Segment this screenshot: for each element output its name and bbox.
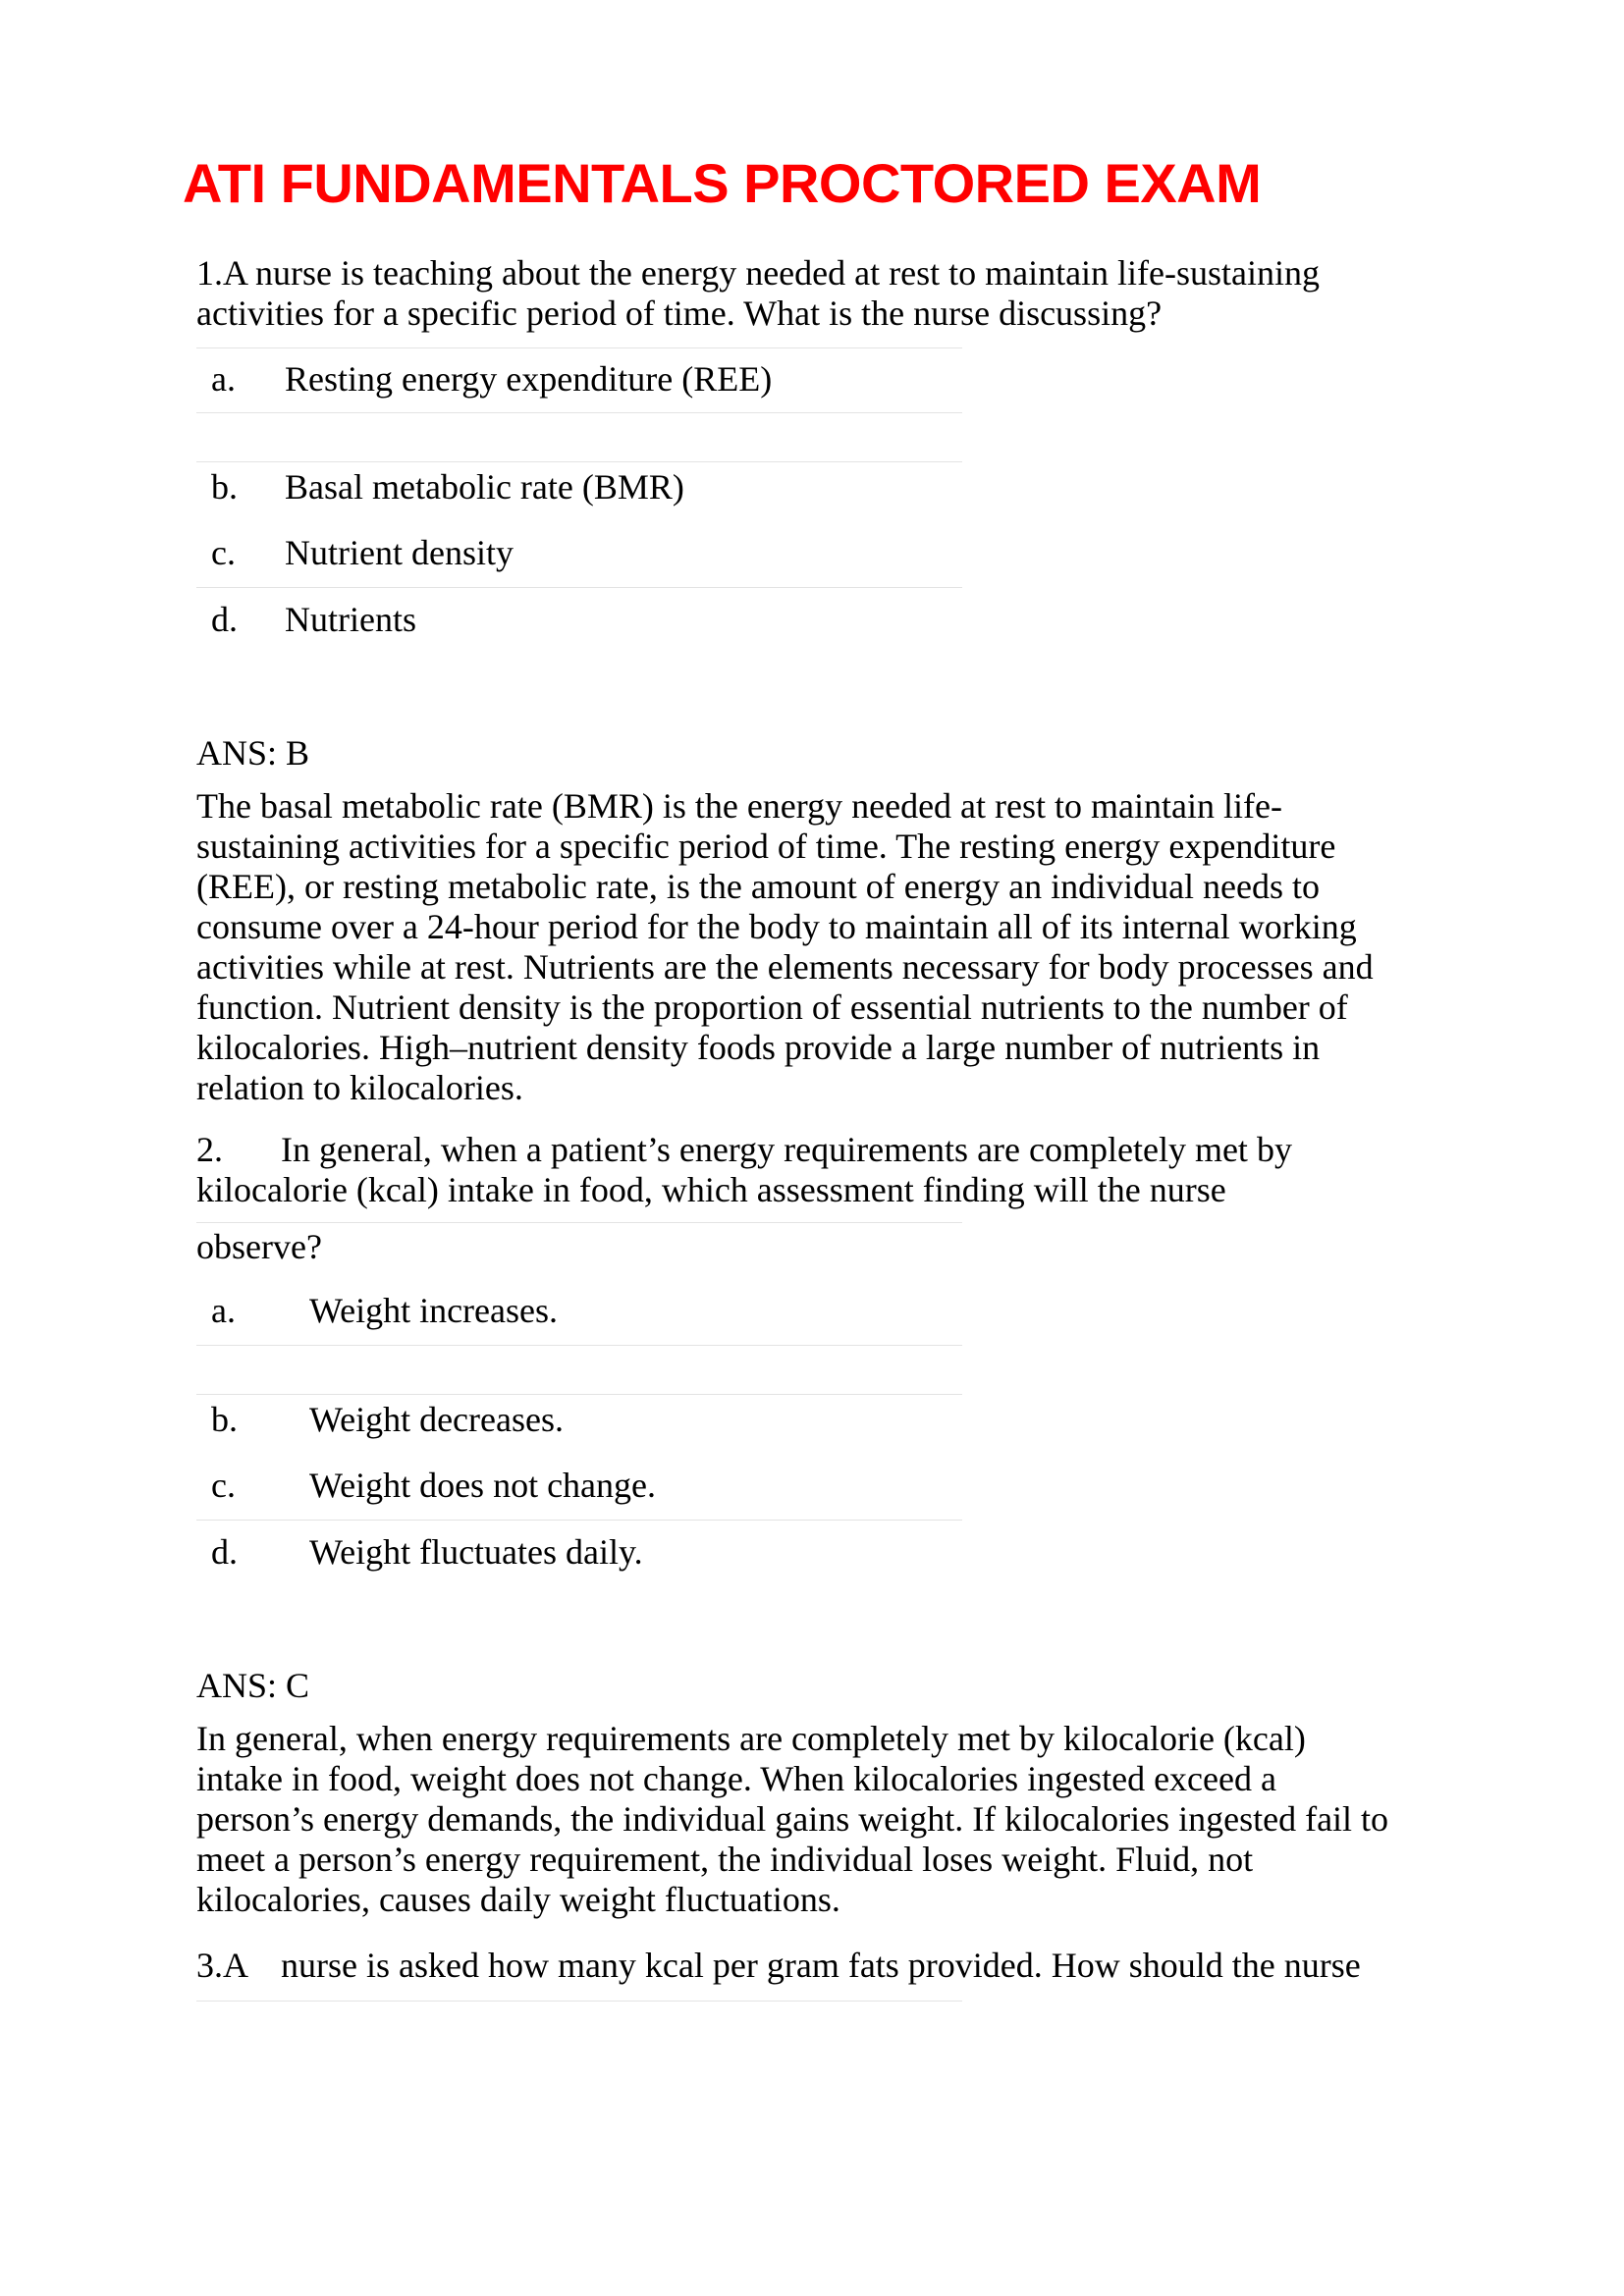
q1-rationale-line-7: kilocalories. High–nutrient density foods provide a large number of nutrients in bbox=[196, 1028, 1321, 1067]
divider bbox=[196, 412, 962, 413]
q2-line-3: observe? bbox=[196, 1227, 322, 1266]
divider bbox=[196, 1394, 962, 1395]
q1-option-b-text: Basal metabolic rate (BMR) bbox=[285, 467, 684, 507]
q1-option-a-letter: a. bbox=[211, 359, 236, 399]
q2-rationale-line-1: In general, when energy requirements are completely met by kilocalorie (kcal) bbox=[196, 1719, 1306, 1758]
divider bbox=[196, 1222, 962, 1223]
q2-option-b-text: Weight decreases. bbox=[309, 1400, 564, 1439]
q2-rationale-line-3: person’s energy demands, the individual gains weight. If kilocalories ingested fail to bbox=[196, 1799, 1389, 1839]
q2-option-b-letter: b. bbox=[211, 1400, 238, 1439]
q1-option-a-text: Resting energy expenditure (REE) bbox=[285, 359, 773, 399]
divider bbox=[196, 1520, 962, 1521]
divider bbox=[196, 1345, 962, 1346]
q2-line-2: kilocalorie (kcal) intake in food, which assessment finding will the nurse bbox=[196, 1170, 1226, 1209]
q1-option-c-letter: c. bbox=[211, 533, 236, 572]
q1-answer: ANS: B bbox=[196, 733, 310, 773]
q2-option-d-letter: d. bbox=[211, 1532, 238, 1572]
q1-rationale-line-5: activities while at rest. Nutrients are the elements necessary for body processes and bbox=[196, 947, 1374, 987]
q2-option-a-letter: a. bbox=[211, 1291, 236, 1330]
q3-prefix: 3.A bbox=[196, 1946, 248, 1985]
q2-rationale-line-2: intake in food, weight does not change. When kilocalories ingested exceed a bbox=[196, 1759, 1276, 1798]
q1-option-c-text: Nutrient density bbox=[285, 533, 514, 572]
q1-option-d-letter: d. bbox=[211, 600, 238, 639]
divider bbox=[196, 347, 962, 348]
q2-number: 2. bbox=[196, 1130, 223, 1169]
q2-line-1: In general, when a patient’s energy requirements are completely met by bbox=[281, 1130, 1292, 1169]
q1-rationale-line-6: function. Nutrient density is the proportion of essential nutrients to the number of bbox=[196, 988, 1348, 1027]
q2-option-a-text: Weight increases. bbox=[309, 1291, 559, 1330]
q2-option-c-text: Weight does not change. bbox=[309, 1466, 657, 1505]
divider bbox=[196, 461, 962, 462]
q3-line-1: nurse is asked how many kcal per gram fats provided. How should the nurse bbox=[281, 1946, 1361, 1985]
page-title: ATI FUNDAMENTALS PROCTORED EXAM bbox=[183, 152, 1262, 214]
q1-rationale-line-8: relation to kilocalories. bbox=[196, 1068, 523, 1107]
q2-rationale-line-4: meet a person’s energy requirement, the individual loses weight. Fluid, not bbox=[196, 1840, 1254, 1879]
q2-rationale-line-5: kilocalories, causes daily weight fluctuations. bbox=[196, 1880, 840, 1919]
q2-option-c-letter: c. bbox=[211, 1466, 236, 1505]
q1-rationale-line-1: The basal metabolic rate (BMR) is the energy needed at rest to maintain life- bbox=[196, 786, 1282, 826]
q2-answer: ANS: C bbox=[196, 1666, 310, 1705]
q1-rationale-line-4: consume over a 24-hour period for the body to maintain all of its internal working bbox=[196, 907, 1357, 946]
question-1-line-1: 1.A nurse is teaching about the energy needed at rest to maintain life-sustaining bbox=[196, 253, 1321, 293]
q1-rationale-line-2: sustaining activities for a specific period of time. The resting energy expenditure bbox=[196, 827, 1336, 866]
divider bbox=[196, 2001, 962, 2002]
divider bbox=[196, 587, 962, 588]
q2-option-d-text: Weight fluctuates daily. bbox=[309, 1532, 643, 1572]
q1-rationale-line-3: (REE), or resting metabolic rate, is the amount of energy an individual needs to bbox=[196, 867, 1321, 906]
q1-option-d-text: Nutrients bbox=[285, 600, 416, 639]
q1-option-b-letter: b. bbox=[211, 467, 238, 507]
question-1-line-2: activities for a specific period of time. What is the nurse discussing? bbox=[196, 294, 1163, 333]
